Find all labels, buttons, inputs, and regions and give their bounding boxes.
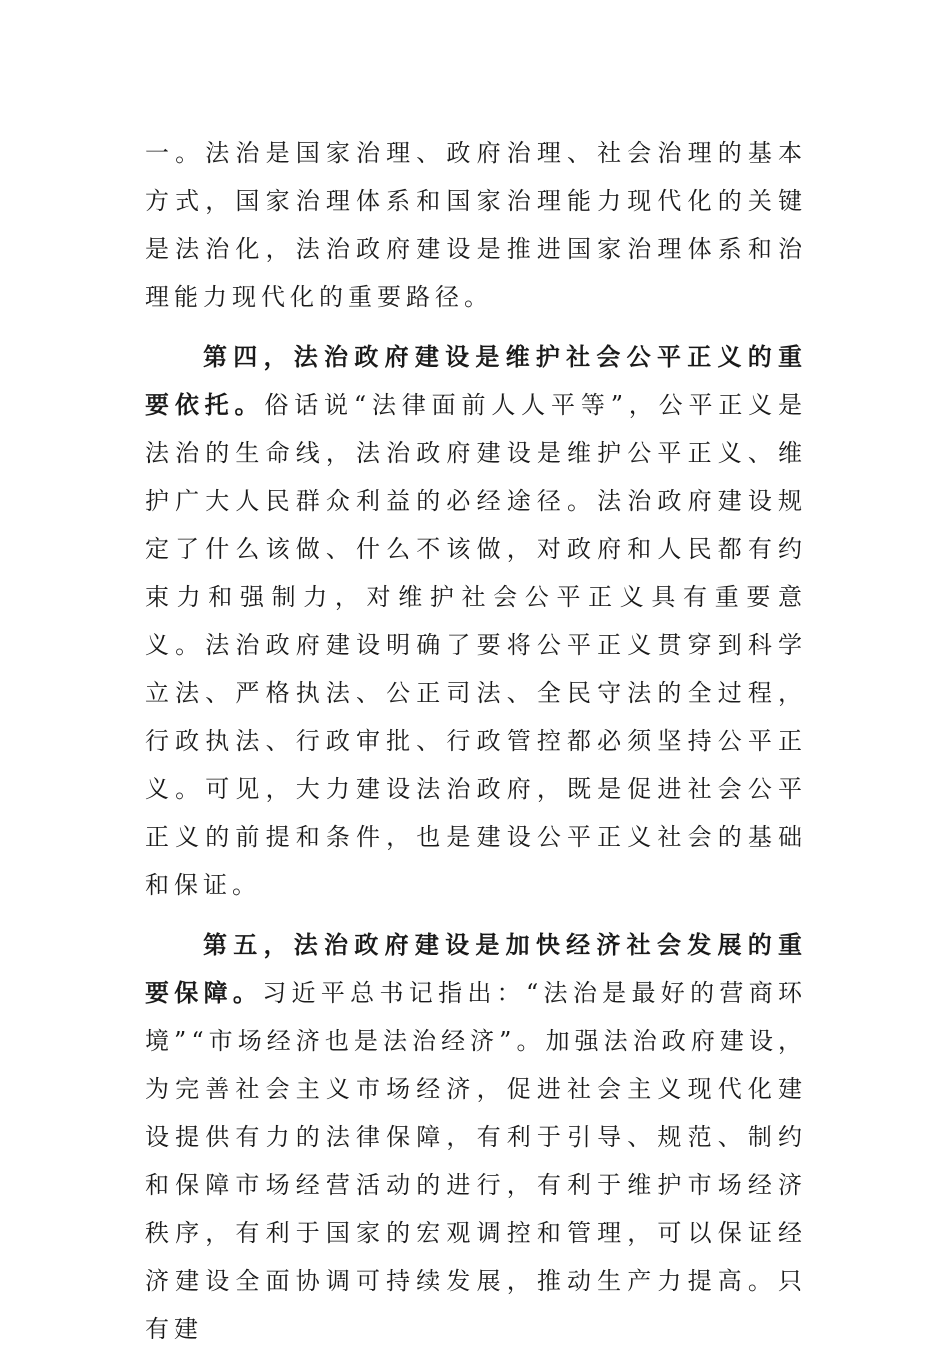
paragraph-continuation bbox=[145, 129, 807, 321]
paragraph-point-four bbox=[145, 333, 807, 909]
paragraph-heading: 第四，法治政府建设是维护社会公平正义的重要依托。 bbox=[145, 342, 807, 419]
paragraph-text: 一。法治是国家治理、政府治理、社会治理的基本方式，国家治理体系和国家治理能力现代化的关键是法治化，法治政府建设是推进国家治理体系和治理能力现代化的重要路径。 bbox=[145, 139, 807, 311]
paragraph-heading: 第五，法治政府建设是加快经济社会发展的重要保障。 bbox=[145, 930, 807, 1007]
document-page bbox=[145, 129, 807, 1353]
paragraph-text: 俗话说“法律面前人人平等”，公平正义是法治的生命线，法治政府建设是维护公平正义、维护广大人民群众利益的必经途径。法治政府建设规定了什么该做、什么不该做，对政府和人民都有约束力和强制力，对维护社会公平正义具有重要意义。法治政府建设明确了要将公平正义贯穿到科学立法、严格执法、公正司法、全民守法的全过程，行政执法、行政审批、行政管控都必须坚持公平正义。可见，大力建设法治政府，既是促进社会公平正义的前提和条件，也是建设公平正义社会的基础和保证。 bbox=[145, 391, 807, 899]
paragraph-text: 习近平总书记指出：“法治是最好的营商环境”“市场经济也是法治经济”。加强法治政府建设，为完善社会主义市场经济，促进社会主义现代化建设提供有力的法律保障，有利于引导、规范、制约和保障市场经营活动的进行，有利于维护市场经济秩序，有利于国家的宏观调控和管理，可以保证经济建设全面协调可持续发展，推动生产力提高。只有建 bbox=[145, 979, 807, 1343]
paragraph-point-five bbox=[145, 921, 807, 1353]
